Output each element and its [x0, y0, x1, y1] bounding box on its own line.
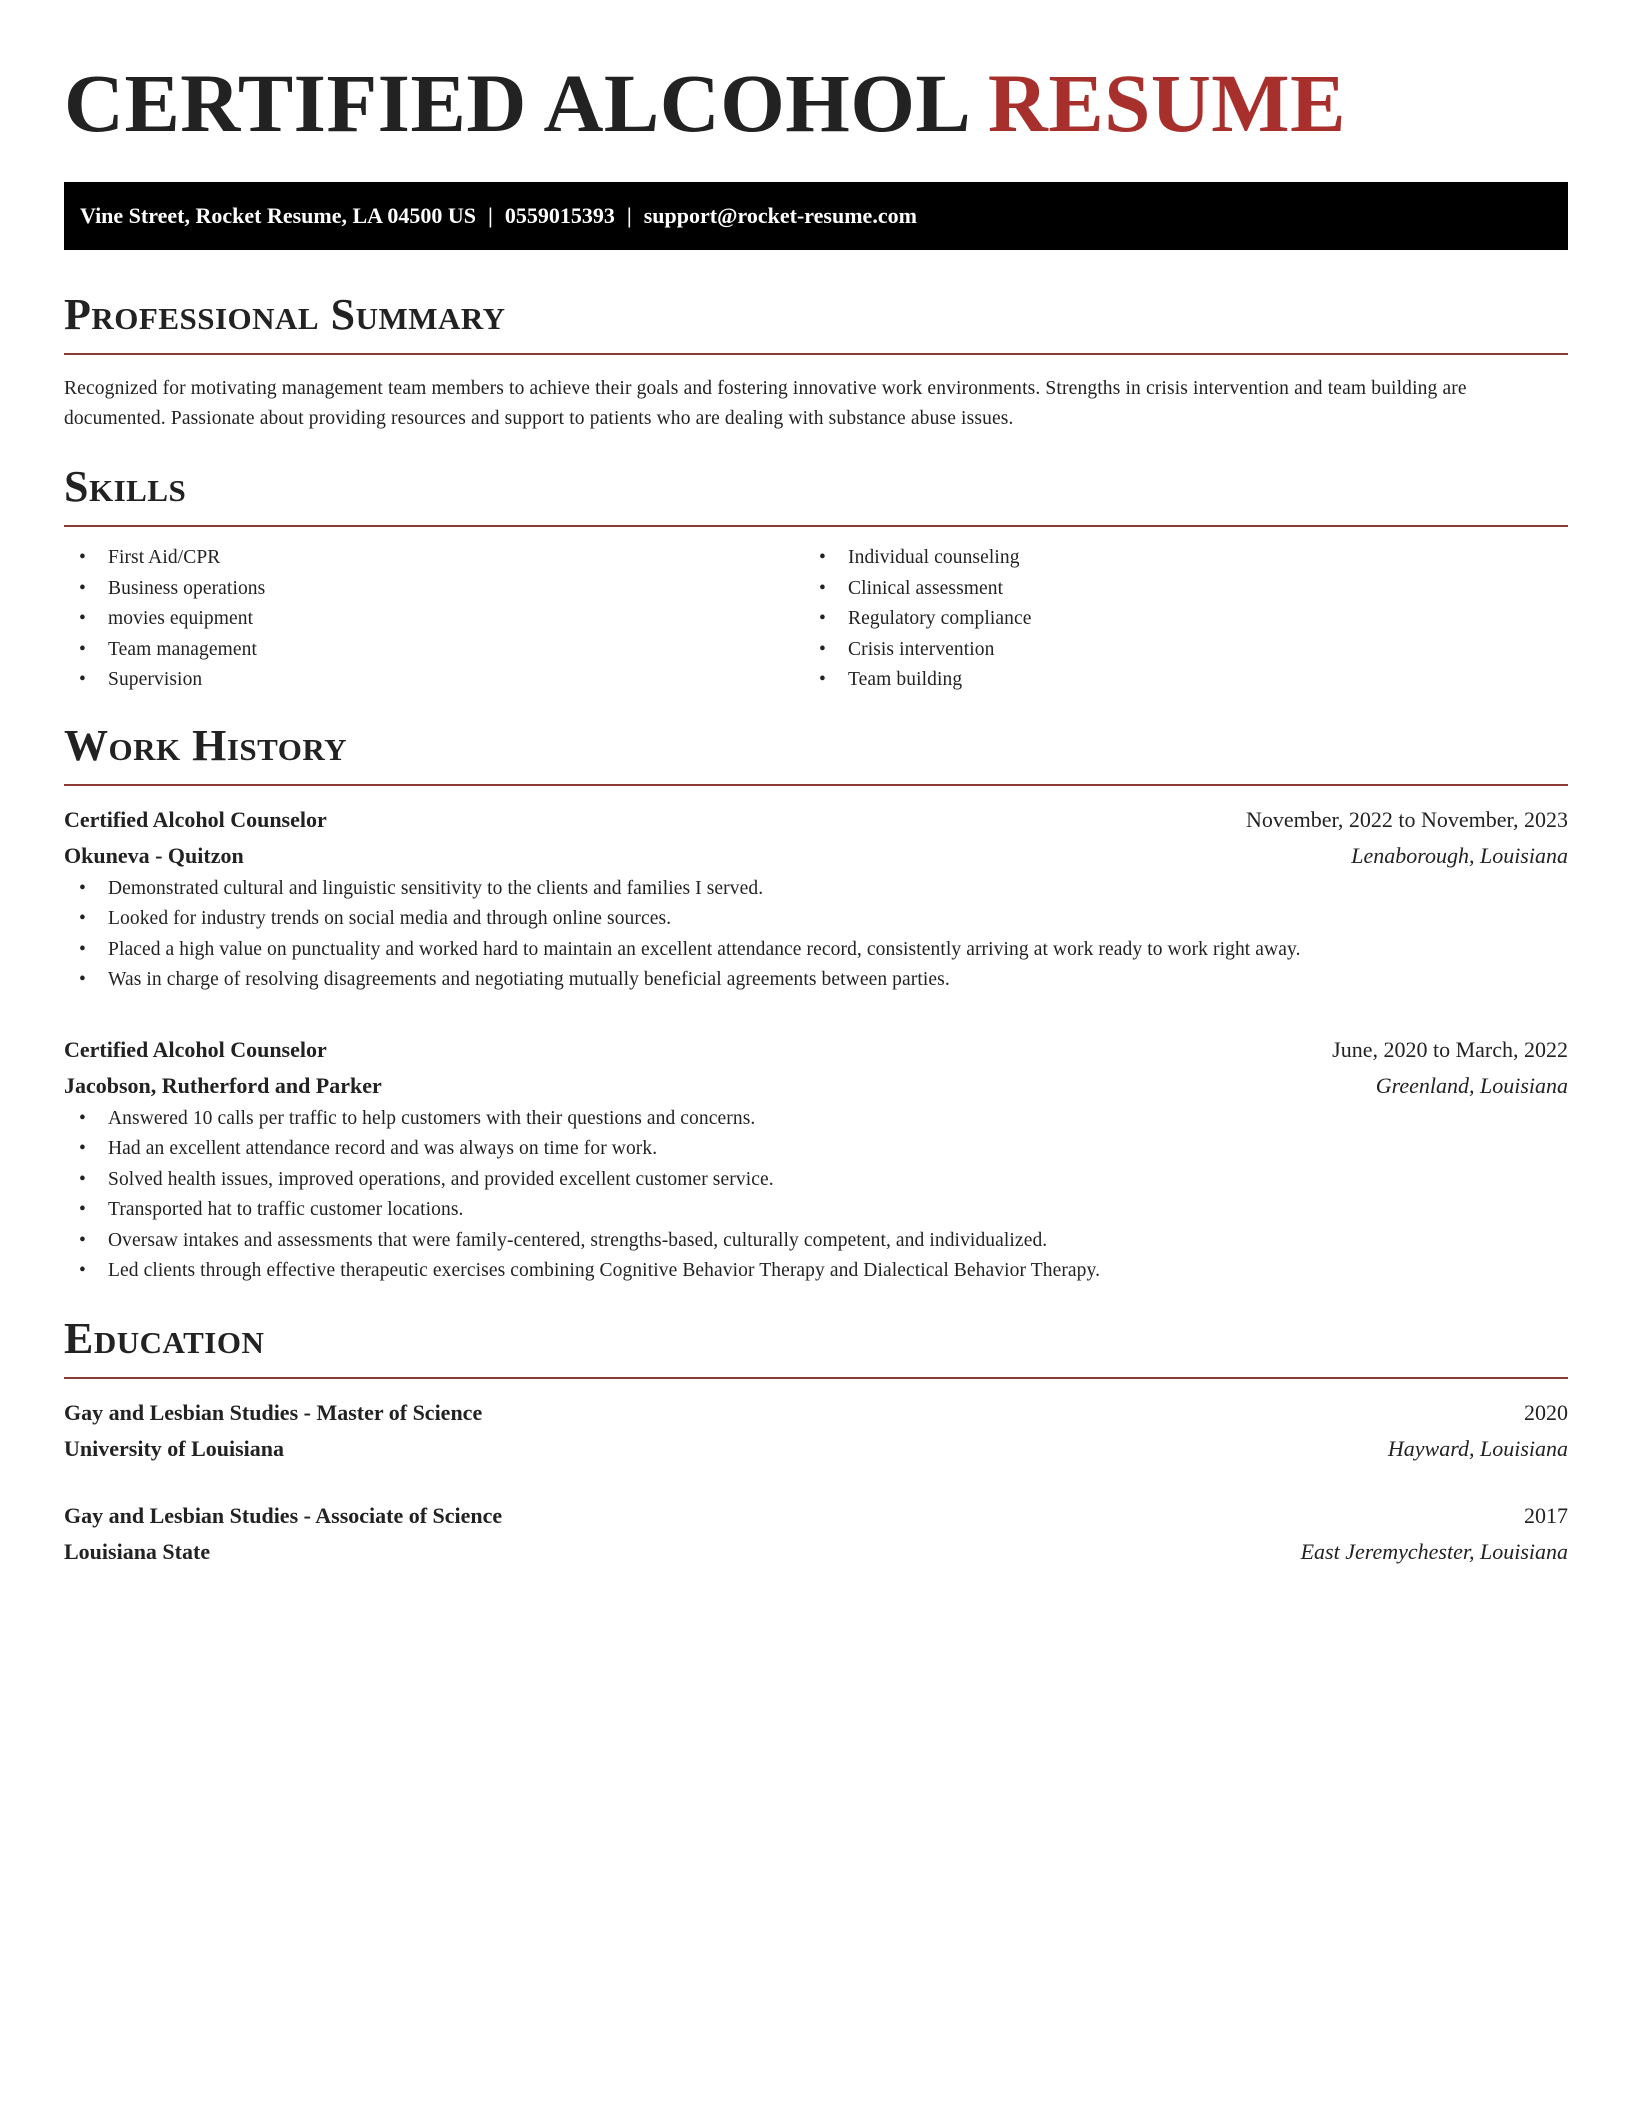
job-dates: November, 2022 to November, 2023 [1245, 806, 1568, 832]
education-school-row [64, 1431, 1568, 1467]
work-heading: Work History [64, 720, 348, 770]
job-bullet: • Answered 10 calls per traffic to help customers with their questions and concerns. [64, 1104, 1568, 1135]
job-bullet: • Solved health issues, improved operations, and provided excellent customer service. [64, 1165, 1568, 1196]
education-degree: Gay and Lesbian Studies - Master of Science [64, 1399, 483, 1425]
title-main: CERTIFIED ALCOHOL [64, 57, 967, 149]
section-divider [64, 353, 1568, 355]
skill-item: • Clinical assessment [804, 574, 1544, 605]
job-company-row [64, 838, 1568, 874]
education-section [64, 1315, 1568, 1570]
contact-phone[interactable]: 0559015393 [504, 203, 615, 228]
job-bullets [64, 1104, 1568, 1287]
education-school-row [64, 1534, 1568, 1570]
summary-section [64, 291, 1568, 434]
skill-item: • Regulatory compliance [804, 604, 1544, 635]
contact-email[interactable]: support@rocket-resume.com [643, 203, 917, 228]
contact-address: Vine Street, Rocket Resume, LA 04500 US [80, 203, 476, 228]
job-company-row [64, 1068, 1568, 1104]
job-bullet: • Oversaw intakes and assessments that were family-centered, strengths-based, culturally competent, and individualized. [64, 1226, 1568, 1257]
section-divider [64, 525, 1568, 527]
job-bullets [64, 874, 1568, 996]
education-header-row [64, 1395, 1568, 1431]
education-entry [64, 1498, 1568, 1570]
skills-list-right [804, 543, 1544, 696]
job-location: Greenland, Louisiana [1375, 1072, 1568, 1098]
job-dates: June, 2020 to March, 2022 [1332, 1036, 1568, 1062]
skill-item: • Supervision [64, 665, 804, 696]
skill-item: • First Aid/CPR [64, 543, 804, 574]
job-header-row [64, 1032, 1568, 1068]
education-school: Louisiana State [64, 1538, 211, 1564]
job-title: Certified Alcohol Counselor [64, 806, 327, 832]
skills-list-left [64, 543, 804, 696]
skill-item: • Individual counseling [804, 543, 1544, 574]
job-bullet: • Transported hat to traffic customer locations. [64, 1195, 1568, 1226]
job-location: Lenaborough, Louisiana [1351, 842, 1568, 868]
education-year: 2017 [1524, 1502, 1568, 1528]
education-school: University of Louisiana [64, 1435, 285, 1461]
resume-title [64, 56, 1568, 150]
job-bullet: • Looked for industry trends on social media and through online sources. [64, 904, 1568, 935]
job-title: Certified Alcohol Counselor [64, 1036, 327, 1062]
education-entry [64, 1395, 1568, 1467]
job-header-row [64, 802, 1568, 838]
contact-separator: | [626, 203, 632, 228]
education-heading: Education [64, 1313, 265, 1363]
job-company: Okuneva - Quitzon [64, 842, 244, 868]
job-bullet: • Was in charge of resolving disagreements and negotiating mutually beneficial agreements between parties. [64, 965, 1568, 996]
education-location: Hayward, Louisiana [1387, 1435, 1568, 1461]
section-divider [64, 784, 1568, 786]
job-bullet: • Had an excellent attendance record and was always on time for work. [64, 1134, 1568, 1165]
job-bullet: • Demonstrated cultural and linguistic sensitivity to the clients and families I served. [64, 874, 1568, 905]
education-year: 2020 [1524, 1399, 1568, 1425]
job-company: Jacobson, Rutherford and Parker [64, 1072, 382, 1098]
job-bullet: • Led clients through effective therapeutic exercises combining Cognitive Behavior Therapy and Dialectical Behavior Therapy. [64, 1256, 1568, 1287]
contact-separator: | [487, 203, 493, 228]
skills-heading: Skills [64, 462, 187, 511]
education-degree: Gay and Lesbian Studies - Associate of Science [64, 1502, 503, 1528]
skills-grid [64, 543, 1568, 696]
skill-item: • Business operations [64, 574, 804, 605]
education-header-row [64, 1498, 1568, 1534]
skill-item: • Team building [804, 665, 1544, 696]
contact-bar [64, 182, 1568, 250]
job-entry [64, 1032, 1568, 1287]
job-bullet: • Placed a high value on punctuality and worked hard to maintain an excellent attendance record, consistently arriving at work ready to work right away. [64, 935, 1568, 966]
section-divider [64, 1377, 1568, 1379]
job-entry [64, 802, 1568, 996]
skill-item: • Crisis intervention [804, 635, 1544, 666]
education-location: East Jeremychester, Louisiana [1300, 1538, 1568, 1564]
summary-text: Recognized for motivating management team members to achieve their goals and fostering innovative work environments. Strengths in crisis intervention and team building are documented. Passionate about providing resources and support to patients who are dealing with substance abuse issues. [64, 378, 1467, 429]
skills-section [64, 463, 1568, 696]
work-section [64, 722, 1568, 1287]
title-accent: RESUME [987, 57, 1347, 149]
skill-item: • Team management [64, 635, 804, 666]
summary-heading: Professional Summary [64, 290, 506, 339]
skill-item: • movies equipment [64, 604, 804, 635]
